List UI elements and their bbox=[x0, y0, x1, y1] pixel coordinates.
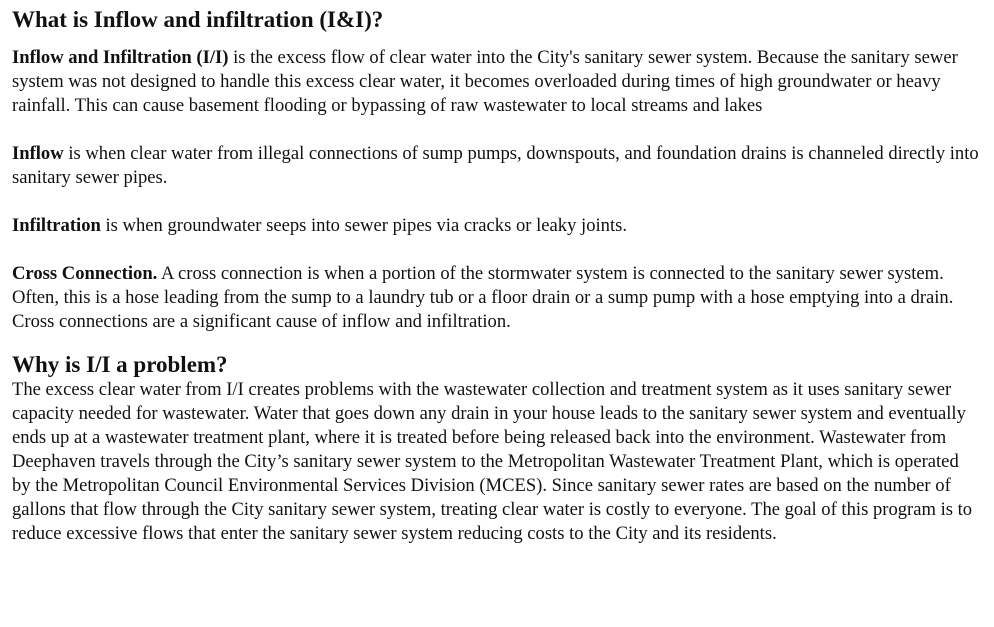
heading-why-problem: Why is I/I a problem? bbox=[12, 352, 228, 377]
intro-term: Inflow and Infiltration (I/I) bbox=[12, 47, 229, 68]
intro-paragraph bbox=[12, 46, 980, 118]
infiltration-term: Infiltration bbox=[12, 215, 101, 236]
infiltration-paragraph bbox=[12, 214, 980, 238]
cross-connection-paragraph bbox=[12, 262, 980, 334]
cross-connection-text: A cross connection is when a portion of the stormwater system is connected to the sanitary sewer system. Often, this is a hose leading from the sump to a laundry tub or a floor drain or a sump pump with a hose emptying into a drain. Cross connections are a significant cause of inflow and infiltration. bbox=[12, 263, 954, 332]
inflow-term: Inflow bbox=[12, 143, 64, 164]
intro-text: is the excess flow of clear water into the City's sanitary sewer system. Because the sanitary sewer system was not designed to handle this excess clear water, it becomes overloaded during times of high groundwater or heavy rainfall. This can cause basement flooding or bypassing of raw wastewater to local streams and lakes bbox=[12, 47, 958, 116]
why-paragraph: The excess clear water from I/I creates problems with the wastewater collection and treatment system as it uses sanitary sewer capacity needed for wastewater. Water that goes down any drain in your house leads to the sanitary sewer system and eventually ends up at a wastewater treatment plant, where it is treated before being released back into the environment. Wastewater from Deephaven travels through the City’s sanitary sewer system to the Metropolitan Wastewater Treatment Plant, which is operated by the Metropolitan Council Environmental Services Division (MCES). Since sanitary sewer rates are based on the number of gallons that flow through the City sanitary sewer system, treating clear water is costly to everyone. The goal of this program is to reduce excessive flows that enter the sanitary sewer system reducing costs to the City and its residents. bbox=[12, 379, 973, 544]
cross-connection-term: Cross Connection. bbox=[12, 263, 158, 284]
heading-what-is-ii: What is Inflow and infiltration (I&I)? bbox=[12, 7, 384, 32]
inflow-paragraph bbox=[12, 142, 980, 190]
inflow-text: is when clear water from illegal connections of sump pumps, downspouts, and foundation drains is channeled directly into sanitary sewer pipes. bbox=[12, 143, 979, 188]
infiltration-text: is when groundwater seeps into sewer pipes via cracks or leaky joints. bbox=[100, 215, 628, 236]
